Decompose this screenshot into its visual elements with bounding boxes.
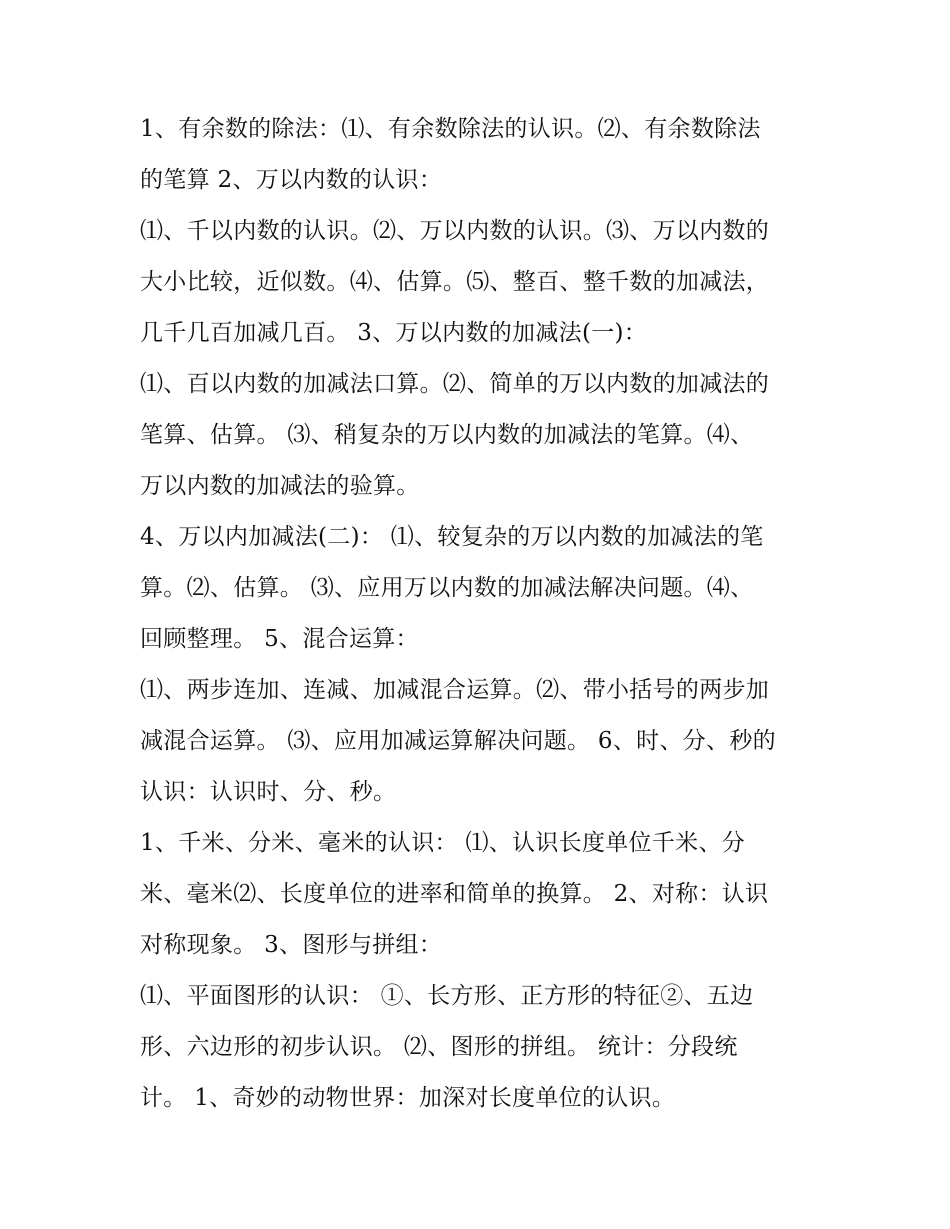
text-line: 的笔算 2、万以内数的认识： [140,167,443,193]
text-line: 万以内数的加减法的验算。 [140,473,420,499]
text-line: 笔算、估算。 ⑶、稍复杂的万以内数的加减法的笔算。⑷、 [140,422,754,448]
text-line: 认识：认识时、分、秒。 [140,779,397,805]
text-line: ⑴、平面图形的认识： ①、长方形、正方形的特征②、五边 [140,983,754,1009]
text-line: 米、毫米⑵、长度单位的进率和简单的换算。 2、对称：认识 [140,881,769,907]
text-line: 形、六边形的初步认识。 ⑵、图形的拼组。 统计：分段统 [140,1034,738,1060]
text-line: ⑴、千以内数的认识。⑵、万以内数的认识。⑶、万以内数的 [140,218,770,244]
text-line: ⑴、两步连加、连减、加减混合运算。⑵、带小括号的两步加 [140,677,770,703]
text-line: 1、有余数的除法：⑴、有余数除法的认识。⑵、有余数除法 [140,116,761,142]
document-body [140,104,830,1124]
text-line: ⑴、百以内数的加减法口算。⑵、简单的万以内数的加减法的 [140,371,770,397]
text-line: 减混合运算。 ⑶、应用加减运算解决问题。 6、时、分、秒的 [140,728,776,754]
text-line: 回顾整理。 5、混合运算： [140,626,419,652]
text-line: 1、千米、分米、毫米的认识： ⑴、认识长度单位千米、分 [140,830,746,856]
text-line: 算。⑵、估算。 ⑶、应用万以内数的加减法解决问题。⑷、 [140,575,754,601]
text-line: 对称现象。 3、图形与拼组： [140,932,443,958]
text-line: 几千几百加减几百。 3、万以内数的加减法(一)： [140,320,648,346]
text-line: 大小比较，近似数。⑷、估算。⑸、整百、整千数的加减法， [140,269,770,295]
text-line: 4、万以内加减法(二)： ⑴、较复杂的万以内数的加减法的笔 [140,524,764,550]
text-line: 计。 1、奇妙的动物世界：加深对长度单位的认识。 [140,1085,676,1111]
